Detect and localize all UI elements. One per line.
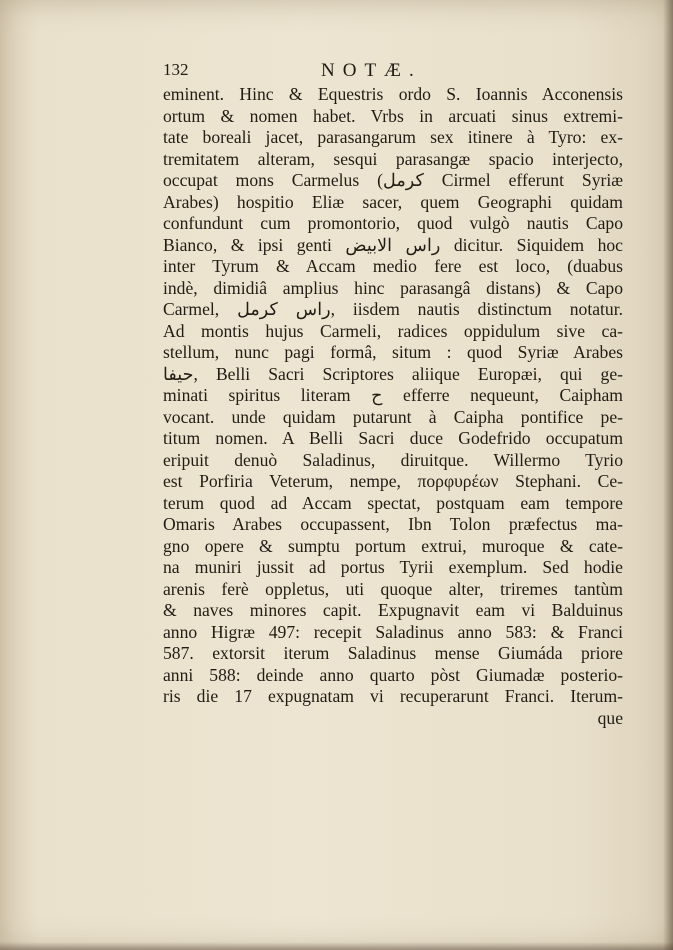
catchword: que (597, 707, 623, 728)
text-line: Omaris Arabes occupassent, Ibn Tolon præfectus ma- (163, 514, 623, 534)
text-line: stellum, nunc pagi formâ, situm : quod Syriæ Arabes (163, 342, 623, 362)
text-line: titum nomen. A Belli Sacri duce Godefrido occupatum (163, 428, 623, 448)
running-head: NOTÆ. (321, 60, 422, 81)
page-number: 132 (163, 60, 189, 79)
text-line: anno Higræ 497: recepit Saladinus anno 583: & Franci (163, 621, 623, 642)
text-line: anni 588: deinde anno quarto pòst Giumadæ posterio- (163, 664, 623, 685)
text-line: ris die 17 expugnatam vi recuperarunt Franci. Iterum- (163, 686, 623, 706)
body-text (163, 84, 623, 729)
text-line: indè, dimidiâ amplius hinc parasangâ distans) & Capo (163, 277, 623, 298)
text-line: est Porfiria Veterum, nempe, πορφυρέων Stephani. Ce- (163, 471, 623, 491)
text-line: ortum & nomen habet. Vrbs in arcuati sinus extremi- (163, 105, 623, 126)
text-line: vocant. unde quidam putarunt à Caipha pontifice pe- (163, 406, 623, 427)
page-bottom-shadow (0, 942, 673, 950)
text-line: eminent. Hinc & Equestris ordo S. Ioannis Acconensis (163, 84, 623, 104)
text-line: tremitatem alteram, sesqui parasangæ spacio interjecto, (163, 148, 623, 169)
page-header (163, 60, 623, 84)
text-line: Carmel, راس كرمل, iisdem nautis distinctum notatur. (163, 299, 623, 319)
text-line: حيفا, Belli Sacri Scriptores aliique Europæi, qui ge- (163, 363, 623, 384)
page-edge-shadow (663, 0, 673, 950)
text-line: arenis ferè oppletus, uti quoque alter, triremes tantùm (163, 578, 623, 599)
text-line: 587. extorsit iterum Saladinus mense Giumáda priore (163, 643, 623, 663)
text-line: confundunt cum promontorio, quod vulgò nautis Capo (163, 213, 623, 233)
text-line: occupat mons Carmelus (كرمل Cirmel efferunt Syriæ (163, 170, 623, 190)
text-line: & naves minores capit. Expugnavit eam vi Balduinus (163, 600, 623, 620)
text-line: Bianco, & ipsi genti راس الابيض dicitur. Siquidem hoc (163, 234, 623, 255)
text-line: inter Tyrum & Accam medio fere est loco, (duabus (163, 256, 623, 276)
text-line: Arabes) hospitio Eliæ sacer, quem Geographi quidam (163, 191, 623, 212)
text-line: terum quod ad Accam spectat, postquam eam tempore (163, 492, 623, 513)
text-line: gno opere & sumptu portum extrui, muroque & cate- (163, 535, 623, 556)
text-line: Ad montis hujus Carmeli, radices oppidulum sive ca- (163, 320, 623, 341)
text-line: tate boreali jacet, parasangarum sex itinere à Tyro: ex- (163, 127, 623, 147)
text-line: minati spiritus literam ح efferre nequeunt, Caipham (163, 385, 623, 405)
text-line: eripuit denuò Saladinus, diruitque. Willermo Tyrio (163, 449, 623, 470)
text-line: na muniri jussit ad portus Tyrii exemplum. Sed hodie (163, 557, 623, 577)
